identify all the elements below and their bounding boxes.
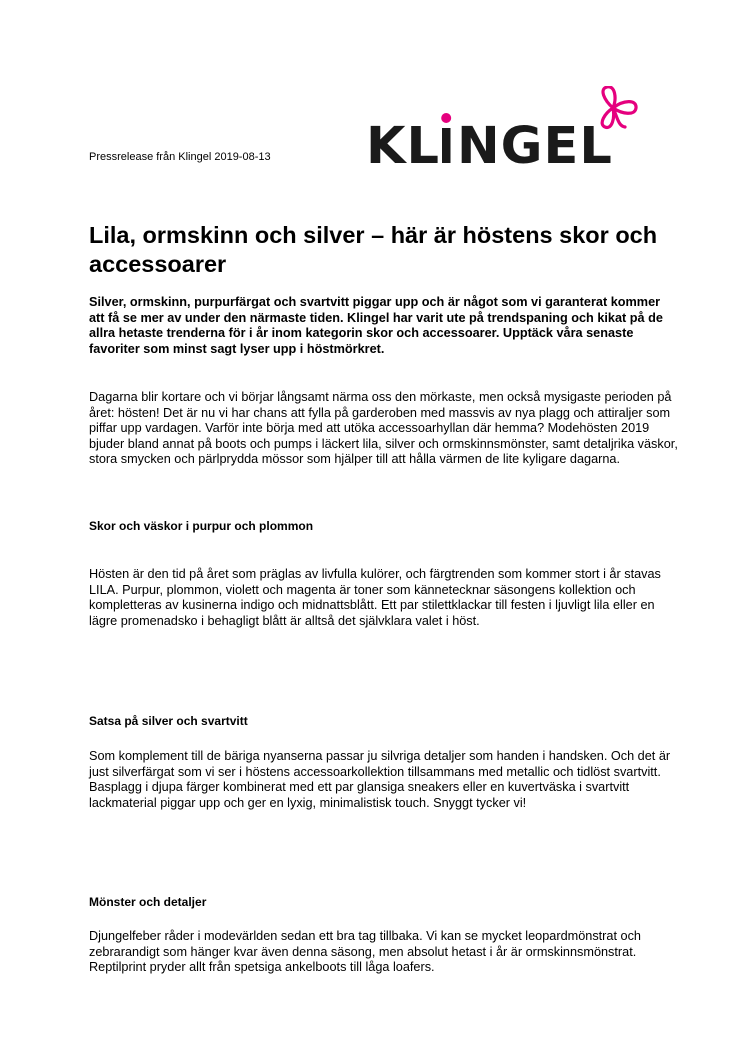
article-intro: Dagarna blir kortare och vi börjar långsamt närma oss den mörkaste, men också mysigaste perioden på året: hösten! Det är nu vi har chans att fylla på garderoben med massvis av nya plagg och attiraljer som piffar upp vardagen. Varför inte börja med att utöka accessoarhyllan där hemma? Modehösten 2019 bjuder bland annat på boots och pumps i läckert lila, silver och ormskinnsmönster, samt detaljrika väskor, stora smycken och pärlprydda mössor som hjälper till att hålla värmen de lite kyligare dagarna. [89, 390, 678, 466]
section-heading-monster: Mönster och detaljer [89, 895, 207, 909]
press-release-dateline: Pressrelease från Klingel 2019-08-13 [89, 151, 271, 163]
klingel-logo [366, 86, 641, 168]
article-lead: Silver, ormskinn, purpurfärgat och svartvitt piggar upp och är något som vi garanterat kommer att få se mer av under den närmaste tiden. Klingel har varit ute på trendspaning och kikat på de allra hetaste trenderna för i år inom kategorin skor och accessoarer. Upptäck våra senaste favoriter som minst sagt lyser upp i höstmörkret. [89, 295, 663, 356]
svg-text:NGEL: NGEL [457, 117, 613, 168]
section-heading-purpur: Skor och väskor i purpur och plommon [89, 519, 314, 533]
section-body-silver: Som komplement till de bäriga nyanserna passar ju silvriga detaljer som handen i handsken. Och det är just silverfärgat som vi ser i höstens accessoarkollektion tillsammans med metallic och tidlöst svartvitt. Basplagg i djupa färger kombinerat med ett par glansiga sneakers eller en kuvertväska i svartvitt lackmaterial piggar upp och ger en lyxig, minimalistisk touch. Snyggt tycker vi! [89, 749, 671, 810]
section-body-monster: Djungelfeber råder i modevärlden sedan ett bra tag tillbaka. Vi kan se mycket leopardmönstrat och zebrarandigt som hänger kvar även denna säsong, men absolut hetast i år är ormskinnsmönstrat. Reptilprint pryder allt från spetsiga ankelboots till låga loafers. [89, 929, 641, 974]
section-body-purpur: Hösten är den tid på året som präglas av livfulla kulörer, och färgtrenden som kommer stort i år stavas LILA. Purpur, plommon, violett och magenta är toner som kännetecknar säsongens kollektion och kompletteras av kusinerna indigo och midnattsblått. Ett par stilettklackar till festen i ljuvligt lila eller en lägre promenadsko i behagligt blått är alltså det självklara valet i höst. [89, 567, 661, 628]
svg-text:KL: KL [366, 117, 441, 168]
section-heading-silver: Satsa på silver och svartvitt [89, 714, 248, 728]
article-title: Lila, ormskinn och silver – här är höstens skor och accessoarer [89, 222, 658, 277]
